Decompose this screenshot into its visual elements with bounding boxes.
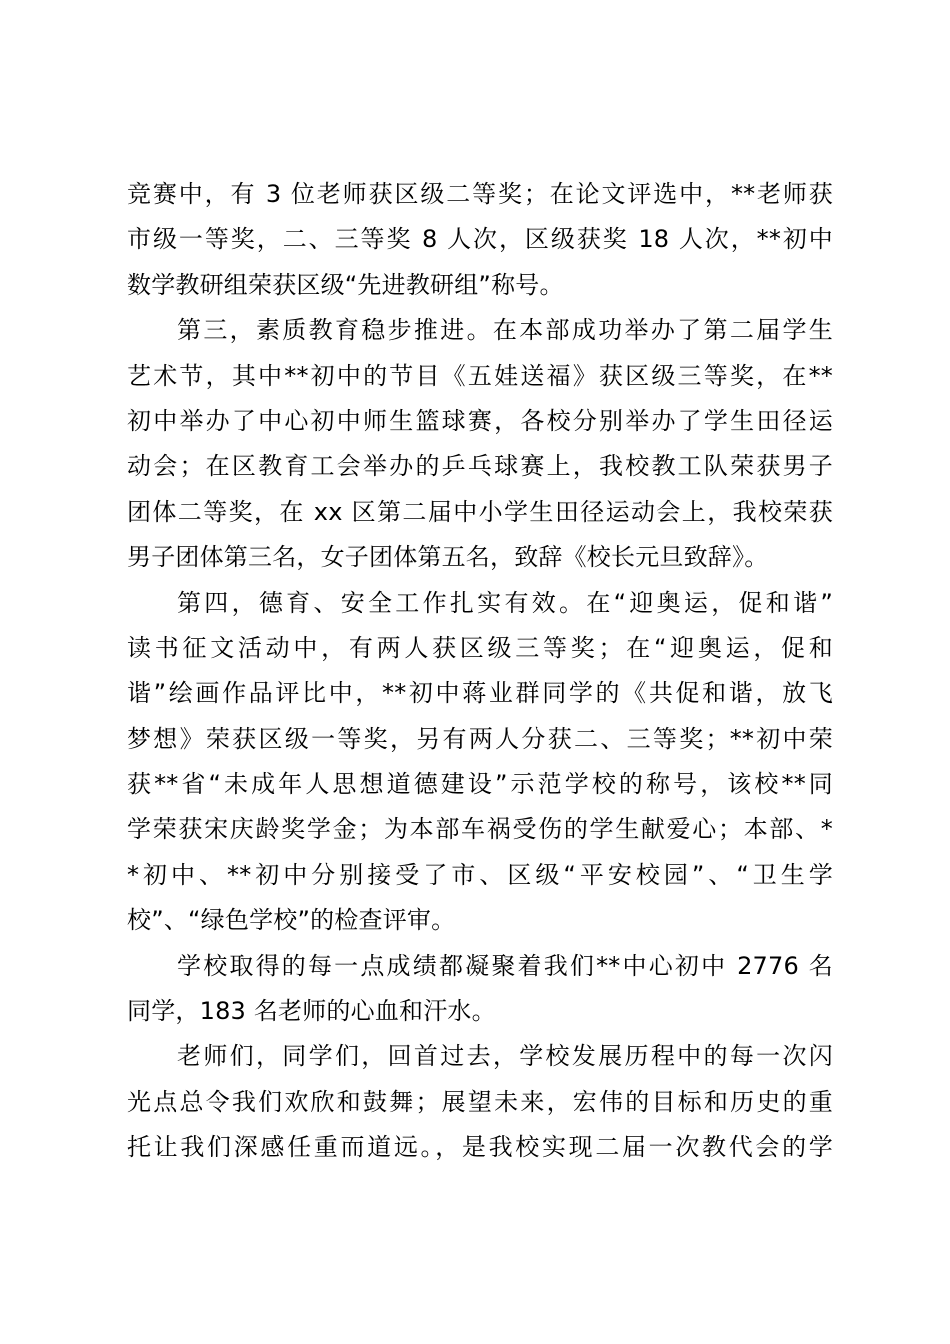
- text-line: 团体二等奖，在 xx 区第二届中小学生田径运动会上，我校荣获: [127, 497, 833, 526]
- text-line: *初中、**初中分别接受了市、区级“平安校园”、“卫生学: [127, 860, 833, 889]
- text-line: 梦想》荣获区级一等奖，另有两人分获二、三等奖；**初中荣: [127, 724, 833, 753]
- text-line: 艺术节，其中**初中的节目《五娃送福》获区级三等奖，在**: [127, 361, 833, 390]
- text-line: 第四，德育、安全工作扎实有效。在“迎奥运，促和谐”: [177, 588, 833, 617]
- text-line: 学校取得的每一点成绩都凝聚着我们**中心初中 2776 名: [177, 951, 833, 980]
- text-line: 校”、“绿色学校”的检查评审。: [127, 906, 456, 935]
- text-line: 同学，183 名老师的心血和汗水。: [127, 997, 496, 1026]
- text-line: 数学教研组荣获区级“先进教研组”称号。: [127, 270, 564, 299]
- text-line: 第三，素质教育稳步推进。在本部成功举办了第二届学生: [177, 316, 833, 345]
- text-line: 光点总令我们欢欣和鼓舞；展望未来，宏伟的目标和历史的重: [127, 1087, 833, 1116]
- document-body: [127, 172, 833, 1171]
- text-line: 初中举办了中心初中师生篮球赛，各校分别举办了学生田径运: [127, 406, 833, 435]
- text-line: 老师们，同学们，回首过去，学校发展历程中的每一次闪: [177, 1042, 833, 1071]
- text-line: 竞赛中，有 3 位老师获区级二等奖；在论文评选中，**老师获: [127, 180, 833, 208]
- text-line: 学荣获宋庆龄奖学金；为本部车祸受伤的学生献爱心；本部、*: [127, 815, 833, 844]
- text-line: 市级一等奖，二、三等奖 8 人次，区级获奖 18 人次，**初中: [127, 225, 833, 254]
- text-line: 动会；在区教育工会举办的乒乓球赛上，我校教工队荣获男子: [127, 452, 833, 481]
- text-line: 托让我们深感任重而道远。，是我校实现二届一次教代会的学: [127, 1133, 833, 1162]
- text-line: 获**省“未成年人思想道德建设”示范学校的称号，该校**同: [127, 770, 833, 799]
- text-line: 谐”绘画作品评比中，**初中蒋业群同学的《共促和谐，放飞: [127, 679, 833, 708]
- text-line: 读书征文活动中，有两人获区级三等奖；在“迎奥运，促和: [127, 633, 833, 662]
- text-line: 男子团体第三名，女子团体第五名，致辞《校长元旦致辞》。: [127, 543, 769, 572]
